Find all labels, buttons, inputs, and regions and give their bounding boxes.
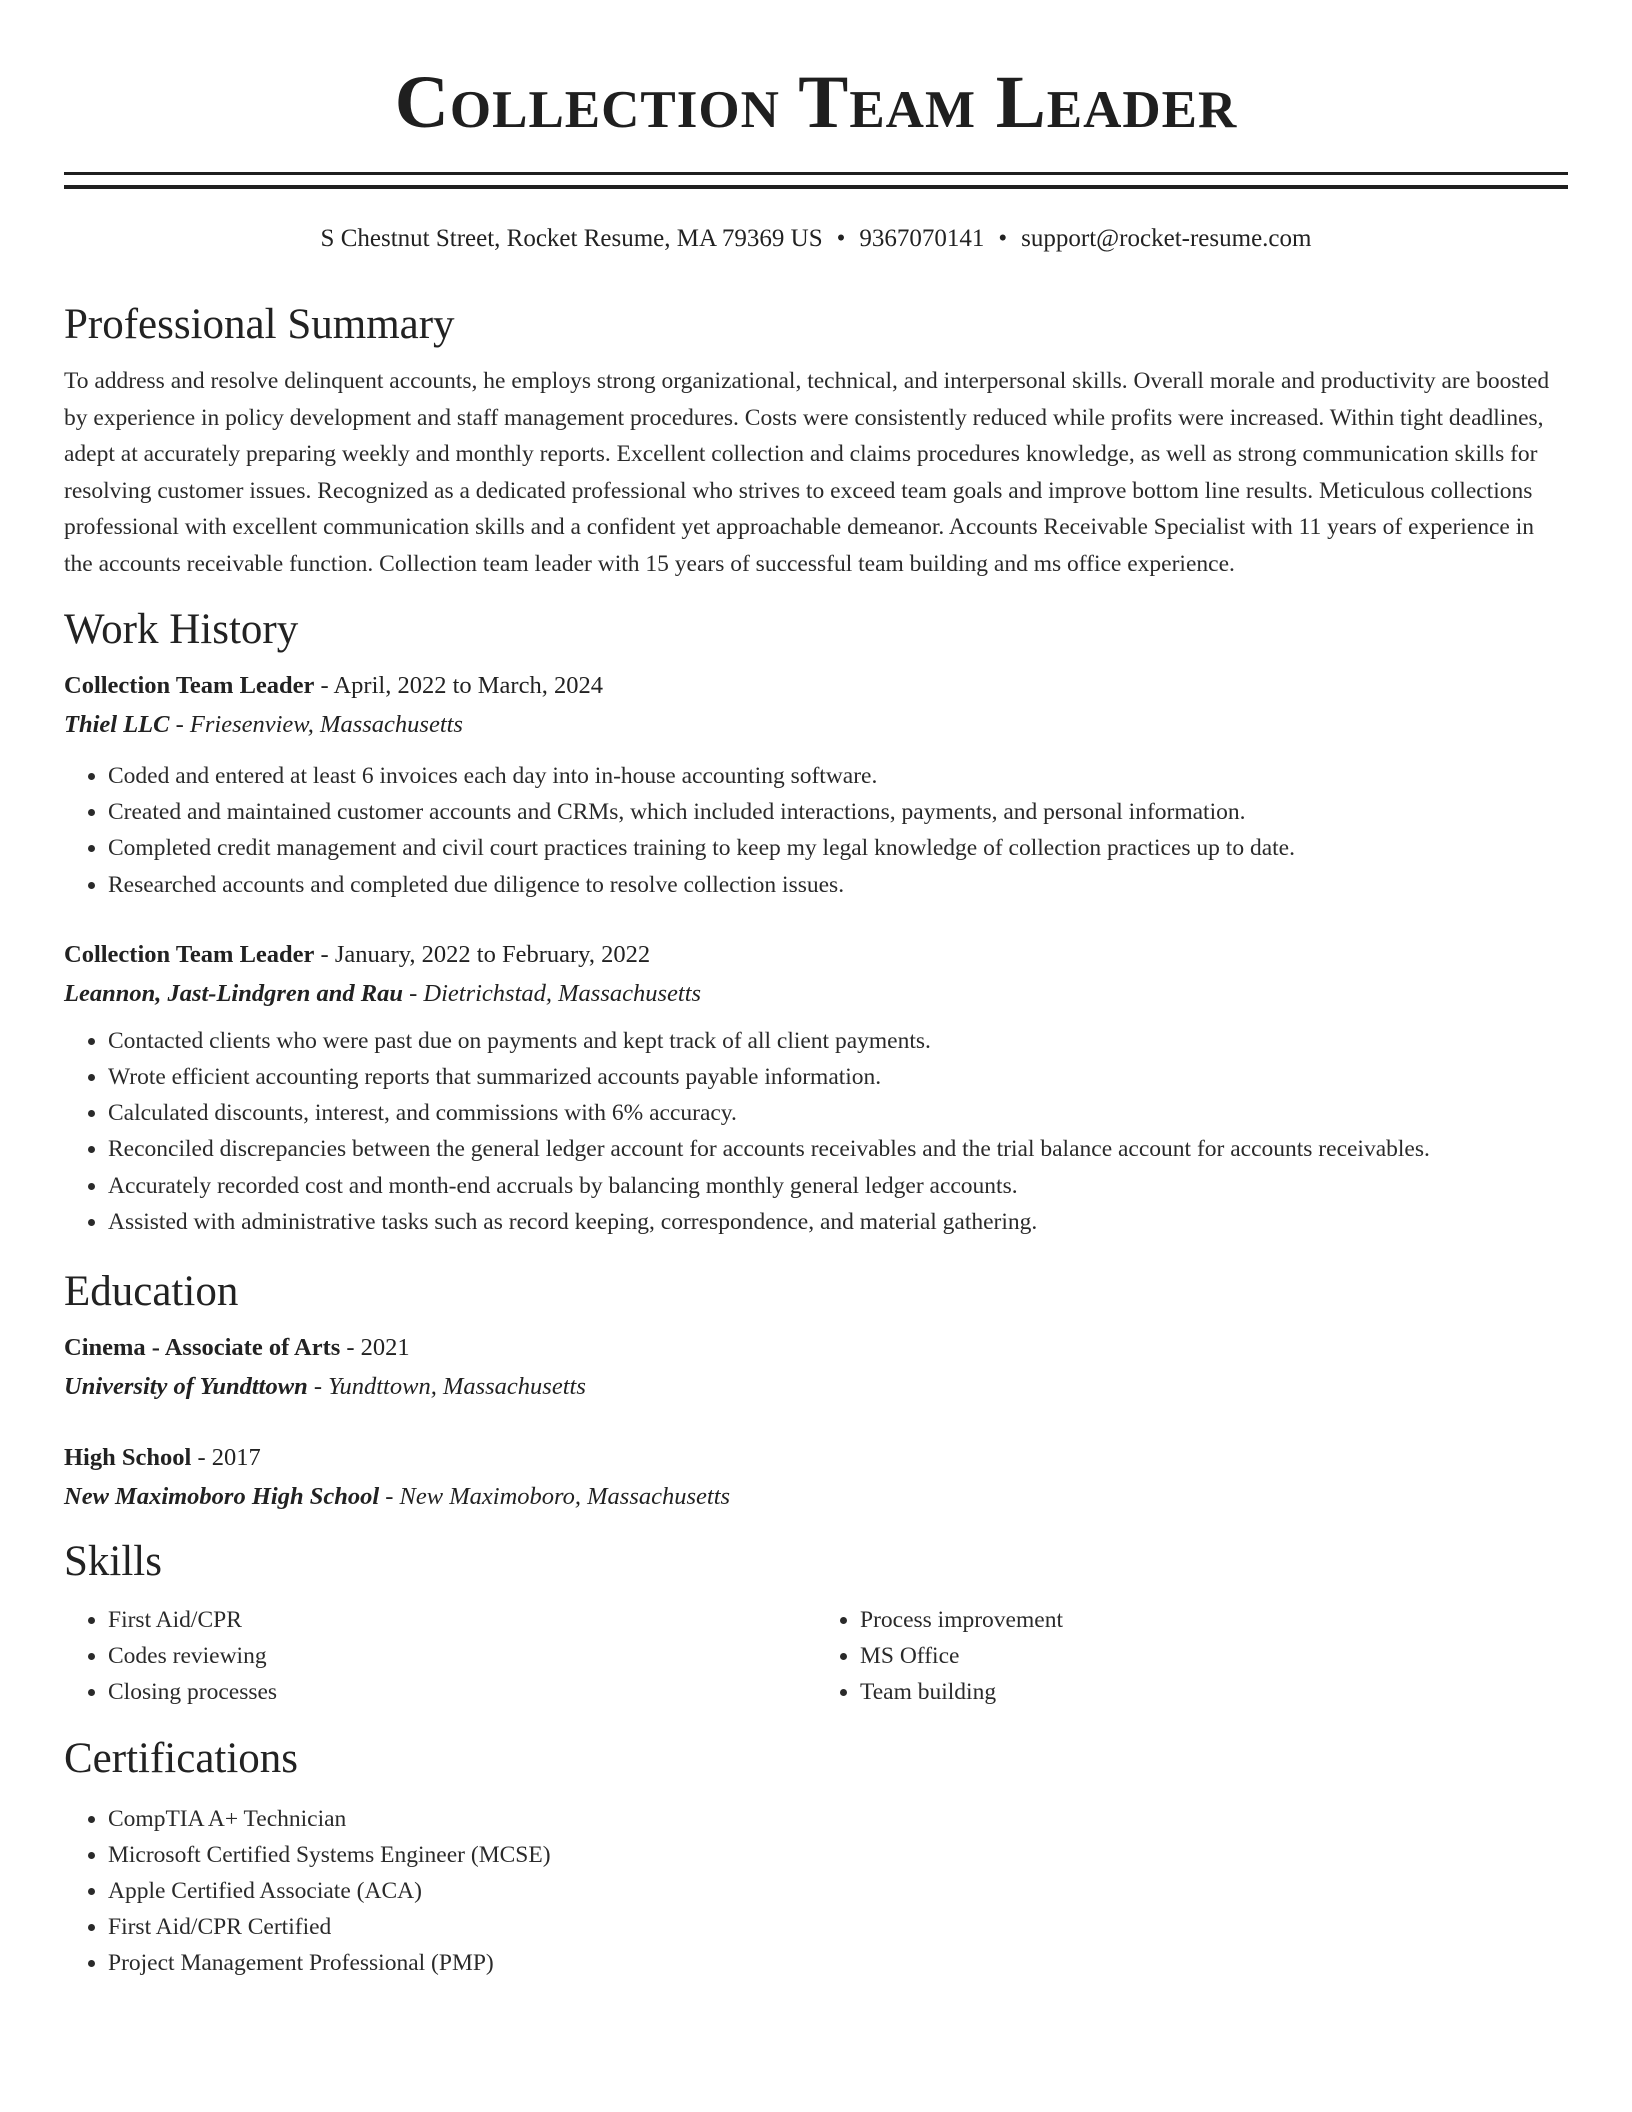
skill-item: • Closing processes (108, 1674, 816, 1710)
contact-line (64, 223, 1568, 255)
job-bullet: • Coded and entered at least 6 invoices each day into in-house accounting software. (108, 758, 1568, 794)
job-bullets (64, 758, 1568, 903)
job-bullet: • Wrote efficient accounting reports that summarized accounts payable information. (108, 1059, 1568, 1095)
skill-item: • First Aid/CPR (108, 1602, 816, 1638)
job-bullet: • Created and maintained customer accounts and CRMs, which included interactions, payments, and personal information. (108, 794, 1568, 830)
work-history-heading: Work History (64, 606, 299, 653)
contact-phone[interactable]: 9367070141 (859, 225, 985, 252)
resume-name: Collection Team Leader (394, 61, 1238, 144)
job-header (64, 935, 1568, 974)
contact-separator: • (836, 225, 846, 252)
job-position: Collection Team Leader (64, 940, 315, 968)
job-bullet: • Contacted clients who were past due on payments and kept track of all client payments. (108, 1023, 1568, 1059)
education-location: - Yundttown, Massachusetts (307, 1373, 586, 1401)
job-company: Leannon, Jast-Lindgren and Rau (64, 979, 403, 1007)
skill-item: • MS Office (860, 1638, 1568, 1674)
education-degree: High School (64, 1444, 192, 1472)
education-school: New Maximoboro High School (64, 1483, 380, 1511)
certification-item: • Project Management Professional (PMP) (108, 1945, 1568, 1981)
job-bullet: • Assisted with administrative tasks such as record keeping, correspondence, and material gathering. (108, 1204, 1568, 1240)
skills-heading: Skills (64, 1538, 162, 1586)
skills-grid (64, 1602, 1568, 1711)
education-header (64, 1328, 1568, 1367)
job-company: Thiel LLC (64, 711, 170, 738)
education-school-line (64, 1477, 1568, 1516)
job-header (64, 666, 1568, 705)
education-header (64, 1438, 1568, 1477)
certification-item: • Apple Certified Associate (ACA) (108, 1873, 1568, 1909)
skill-item: • Process improvement (860, 1602, 1568, 1638)
job-bullets (64, 1023, 1568, 1240)
job-employer (64, 705, 1568, 744)
education-location: - New Maximoboro, Massachusetts (379, 1483, 731, 1511)
contact-email[interactable]: support@rocket-resume.com (1021, 225, 1312, 252)
skills-column-left (64, 1602, 816, 1711)
education-entry (64, 1438, 1568, 1516)
job-location: - Dietrichstad, Massachusetts (403, 979, 702, 1007)
job-dates: - January, 2022 to February, 2022 (314, 940, 651, 968)
education-year: - 2021 (340, 1334, 410, 1362)
certifications-list (64, 1801, 1568, 1982)
education-school-line (64, 1367, 1568, 1406)
education-degree: Cinema - Associate of Arts (64, 1334, 341, 1362)
job-bullet: • Completed credit management and civil court practices training to keep my legal knowledge of collection practices up to date. (108, 830, 1568, 866)
job-entry (64, 935, 1568, 1240)
certification-item: • CompTIA A+ Technician (108, 1801, 1568, 1837)
contact-address: S Chestnut Street, Rocket Resume, MA 79369 US (320, 225, 823, 252)
certification-item: • Microsoft Certified Systems Engineer (MCSE) (108, 1837, 1568, 1873)
job-dates: - April, 2022 to March, 2024 (314, 672, 603, 699)
job-bullet: • Calculated discounts, interest, and commissions with 6% accuracy. (108, 1095, 1568, 1131)
header-double-rule (64, 172, 1568, 189)
job-bullet: • Researched accounts and completed due diligence to resolve collection issues. (108, 867, 1568, 903)
education-entry (64, 1328, 1568, 1406)
certification-item: • First Aid/CPR Certified (108, 1909, 1568, 1945)
contact-separator: • (998, 225, 1008, 252)
skills-column-right (816, 1602, 1568, 1711)
job-bullet: • Reconciled discrepancies between the general ledger account for accounts receivables and the trial balance account for accounts receivables. (108, 1131, 1568, 1167)
education-year: - 2017 (191, 1444, 261, 1472)
job-entry (64, 666, 1568, 903)
skill-item: • Codes reviewing (108, 1638, 816, 1674)
certifications-heading: Certifications (64, 1734, 299, 1782)
job-location: - Friesenview, Massachusetts (169, 711, 463, 738)
job-bullet: • Accurately recorded cost and month-end accruals by balancing monthly general ledger accounts. (108, 1168, 1568, 1204)
summary-text: To address and resolve delinquent accounts, he employs strong organizational, technical, and interpersonal skills. Overall morale and productivity are boosted by experience in policy development and staff management procedures. Costs were consistently reduced while profits were increased. Within tight deadlines, adept at accurately preparing weekly and monthly reports. Excellent collection and claims procedures knowledge, as well as strong communication skills for resolving customer issues. Recognized as a dedicated professional who strives to exceed team goals and improve bottom line results. Meticulous collections professional with excellent communication skills and a confident yet approachable demeanor. Accounts Receivable Specialist with 11 years of experience in the accounts receivable function. Collection team leader with 15 years of successful team building and ms office experience. (64, 368, 1550, 577)
education-heading: Education (64, 1268, 239, 1316)
job-employer (64, 974, 1568, 1013)
education-school: University of Yundttown (64, 1373, 308, 1401)
job-position: Collection Team Leader (64, 672, 315, 699)
skill-item: • Team building (860, 1674, 1568, 1710)
summary-heading: Professional Summary (64, 301, 455, 348)
